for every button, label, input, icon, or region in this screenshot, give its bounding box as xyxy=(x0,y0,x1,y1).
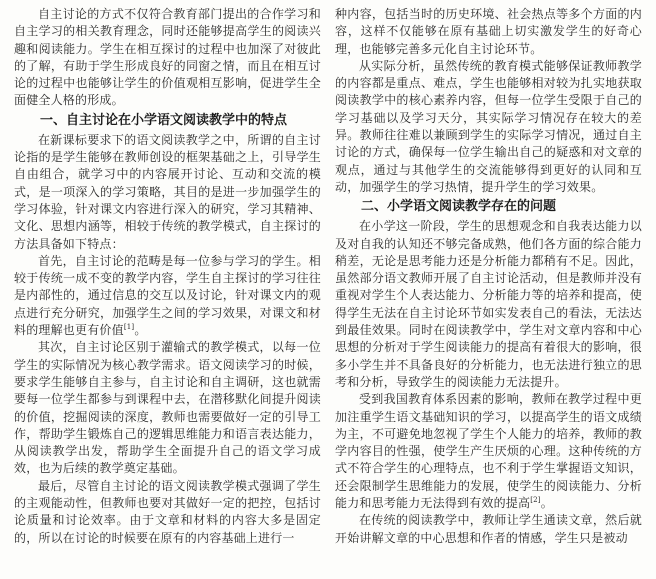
left-paragraph-3-end: 。 xyxy=(134,323,147,338)
right-paragraph-4-end: 。 xyxy=(540,496,553,511)
right-paragraph-4-text: 受到我国教育体系因素的影响，教师在教学过程中更加注重学生语文基础知识的学习，以提高学生的语文成绩为主，不可避免地忽视了学生个人能力的培养，教师的教学内容目的性强，使学生产生厌烦的心理。这种传统的方式不符合学生的心理特点，也不利于学生掌握语文知识，还会限制学生思维能力的发展，使学生的阅读能力、分析能力和思考能力无法得到有效的提高 xyxy=(335,392,642,511)
right-column xyxy=(335,6,642,579)
left-paragraph-3-text: 首先，自主讨论的范畴是每一位参与学习的学生。相较于传统一成不变的教学内容，学生自主探讨的学习往往是内部性的，通过信息的交互以及讨论，针对课文内的观点进行充分研究，加强学生之间的学习效果，对课文和材料的理解也更有价值 xyxy=(14,253,321,338)
left-column xyxy=(14,6,321,579)
right-paragraph-4 xyxy=(335,391,642,512)
right-paragraph-2: 从实际分析，虽然传统的教育模式能够保证教师教学的内容都是重点、难点，学生也能够相对较为扎实地获取阅读教学中的核心素养内容，但每一位学生受限于自己的学习基础以及学习天分，其实际学习情况存在较大的差异。教师往往难以兼顾到学生的实际学习情况，通过自主讨论的方式，确保每一位学生输出自己的疑惑和对文章的观点，通过与其他学生的交流能够得到更好的认同和互动，加强学生的学习热情，提升学生的学习效果。 xyxy=(335,58,642,194)
right-paragraph-1: 种内容，包括当时的历史环境、社会热点等多个方面的内容，这样不仅能够在原有基础上切实激发学生的好奇心理，也能够完善多元化自主讨论环节。 xyxy=(335,7,642,56)
section-heading-2: 二、小学语文阅读教学存在的问题 xyxy=(361,199,557,215)
left-paragraph-3 xyxy=(14,253,321,339)
citation-ref-2: [2] xyxy=(530,496,541,505)
right-paragraph-5: 在传统的阅读教学中，教师让学生通读文章，然后就开始讲解文章的中心思想和作者的情感，学生只是被动 xyxy=(335,513,642,545)
citation-ref-1: [1] xyxy=(123,323,135,332)
left-paragraph-4: 其次，自主讨论区别于灌输式的教学模式，以每一位学生的实际情况为核心教学需求。语文阅读学习的时候，要求学生能够自主参与，自主讨论和自主调研，这也就需要每一位学生都参与到课程中去，在潜移默化间提升阅读的价值，挖掘阅读的深度，教师也需要做好一定的引导工作，帮助学生锻炼自己的逻辑思维能力和语言表达能力，从阅读教学出发，帮助学生全面提升自己的语文学习成效，也为后续的教学奠定基础。 xyxy=(14,340,321,476)
section-heading-1: 一、自主讨论在小学语文阅读教学中的特点 xyxy=(40,112,288,128)
right-paragraph-3: 在小学这一阶段，学生的思想观念和自我表达能力以及对自我的认知还不够完备成熟，他们各方面的综合能力稍差，无论是思考能力还是分析能力都稍有不足。因此，虽然部分语文教师开展了自主讨论活动，但是教师并没有重视对学生个人表达能力、分析能力等的培养和提高，使得学生无法在自主讨论环节如实发表自己的看法，无法达到最佳效果。同时在阅读教学中，学生对文章内容和中心思想的分析对于学生阅读能力的提高有着很大的影响，很多小学生并不具备良好的分析能力，也无法进行独立的思考和分析，导致学生的阅读能力无法提升。 xyxy=(335,219,642,389)
left-paragraph-1: 自主讨论的方式不仅符合教育部门提出的合作学习和自主学习的相关教育理念，同时还能够提高学生的阅读兴趣和阅读能力。学生在相互探讨的过程中也加深了对彼此的了解，有助于学生形成良好的同窗之情，而且在相互讨论的过程中也能够让学生的价值观相互影响，促进学生全面健全人格的形成。 xyxy=(14,7,321,108)
left-paragraph-2: 在新课标要求下的语文阅读教学之中，所谓的自主讨论指的是学生能够在教师创设的框架基础之上，引导学生自由组合，就学习中的内容展开讨论、互动和交流的模式，是一项深入的学习策略，其目的是进一步加强学生的学习体验，针对课文内容进行深入的研究，学习其精神、文化、思想内涵等，相较于传统的教学模式，自主探讨的方法具备如下特点： xyxy=(14,132,321,251)
left-paragraph-5: 最后，尽管自主讨论的语文阅读教学模式强调了学生的主观能动性，但教师也要对其做好一定的把控，包括讨论质量和讨论效率。由于文章和材料的内容大多是固定的，所以在讨论的时候要在原有的内容基础上进行一 xyxy=(14,478,321,545)
